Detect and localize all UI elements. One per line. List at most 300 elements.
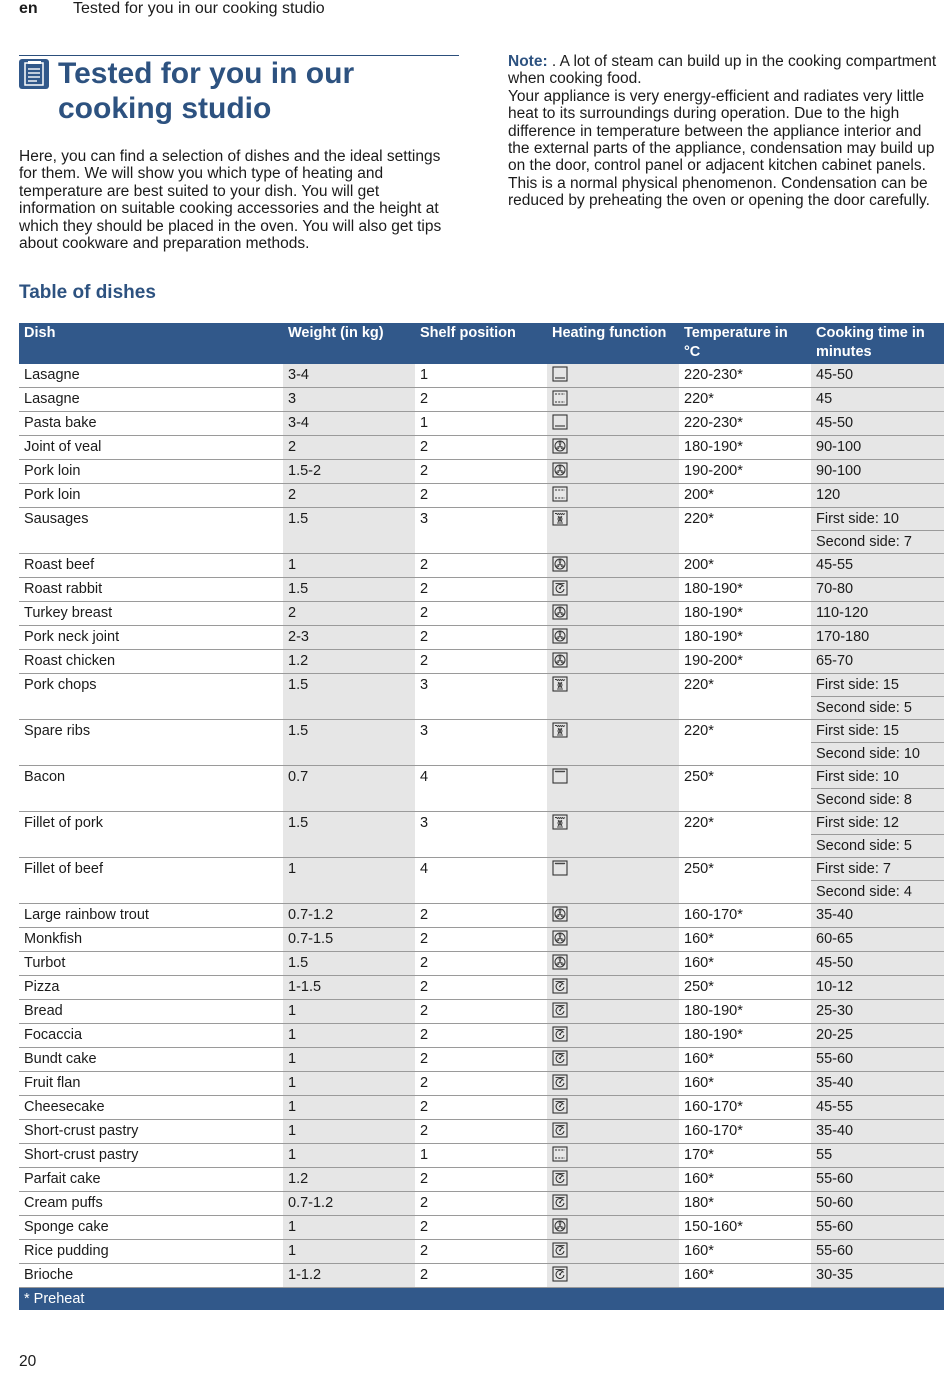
heating-topbottom-icon [552, 486, 568, 502]
cell-heating [547, 412, 679, 436]
cell-time [811, 1264, 944, 1288]
cell-heating [547, 578, 679, 602]
heating-topbottom-icon [552, 1146, 568, 1162]
heating-fangrill-icon [552, 676, 568, 692]
cell-weight: 1 [283, 1120, 415, 1144]
cell-heating [547, 484, 679, 508]
cell-shelf: 2 [415, 1216, 547, 1240]
cell-dish: Monkfish [19, 928, 283, 952]
cell-time [811, 1024, 944, 1048]
cell-time [811, 1072, 944, 1096]
cell-weight: 1 [283, 1048, 415, 1072]
cooking-time-line: 90-100 [816, 439, 862, 455]
table-footnote: * Preheat [19, 1288, 944, 1310]
cell-dish: Turbot [19, 952, 283, 976]
cell-heating [547, 602, 679, 626]
heating-fan-icon [552, 556, 568, 572]
table-row [19, 1168, 944, 1192]
cell-heating [547, 1072, 679, 1096]
heating-hotair-icon [552, 1122, 568, 1138]
running-title: Tested for you in our cooking studio [73, 0, 325, 17]
cell-heating [547, 1000, 679, 1024]
cell-temperature: 160-170* [679, 1096, 811, 1120]
cooking-time-line: Second side: 10 [811, 742, 944, 765]
cell-weight: 1 [283, 858, 415, 904]
cell-weight: 1.2 [283, 650, 415, 674]
cell-temperature: 220* [679, 388, 811, 412]
cell-shelf: 2 [415, 952, 547, 976]
cooking-time-line: First side: 7 [816, 861, 891, 877]
cell-shelf: 2 [415, 1264, 547, 1288]
heating-fangrill-icon [552, 722, 568, 738]
intro-text: Here, you can find a selection of dishes and the ideal settings for them. We will show you which type of heating and temperature are best suited to your dish. You will get information on suitable cooking accessories and the height at which they should be placed in the oven. You will also get tips about cookware and preparation methods. [19, 148, 442, 253]
cooking-time-line: 25-30 [816, 1003, 854, 1019]
cell-weight: 0.7-1.2 [283, 1192, 415, 1216]
cell-shelf: 2 [415, 1192, 547, 1216]
cell-temperature: 190-200* [679, 650, 811, 674]
cell-heating [547, 1048, 679, 1072]
cell-shelf: 1 [415, 364, 547, 388]
section-title: Tested for you in our cooking studio [58, 57, 355, 125]
cell-shelf: 2 [415, 976, 547, 1000]
cell-dish: Lasagne [19, 388, 283, 412]
table-row [19, 1120, 944, 1144]
cell-dish: Bacon [19, 766, 283, 812]
cell-shelf: 2 [415, 460, 547, 484]
heating-fan-icon [552, 906, 568, 922]
table-row [19, 484, 944, 508]
cell-weight: 0.7 [283, 766, 415, 812]
cell-temperature: 160* [679, 1168, 811, 1192]
cell-temperature: 200* [679, 484, 811, 508]
cell-heating [547, 1240, 679, 1264]
cooking-time-line: Second side: 4 [811, 880, 944, 903]
cell-temperature: 180-190* [679, 626, 811, 650]
cell-dish: Bundt cake [19, 1048, 283, 1072]
cell-temperature: 150-160* [679, 1216, 811, 1240]
cell-heating [547, 1168, 679, 1192]
cell-shelf: 1 [415, 1144, 547, 1168]
cell-temperature: 220-230* [679, 364, 811, 388]
cooking-time-line: Second side: 5 [811, 696, 944, 719]
cooking-time-line: First side: 15 [816, 723, 899, 739]
heating-fan-icon [552, 628, 568, 644]
cell-dish: Turkey breast [19, 602, 283, 626]
cooking-time-line: 90-100 [816, 463, 862, 479]
cooking-time-line: 170-180 [816, 629, 870, 645]
cell-heating [547, 928, 679, 952]
cell-heating [547, 1096, 679, 1120]
cell-weight: 0.7-1.2 [283, 904, 415, 928]
cell-weight: 2-3 [283, 626, 415, 650]
table-title: Table of dishes [19, 282, 156, 303]
cell-heating [547, 554, 679, 578]
note-block [508, 53, 944, 210]
heating-hotair-icon [552, 1050, 568, 1066]
cell-shelf: 2 [415, 928, 547, 952]
cell-shelf: 2 [415, 1048, 547, 1072]
table-row [19, 626, 944, 650]
cell-time [811, 904, 944, 928]
cell-shelf: 2 [415, 626, 547, 650]
cooking-time-line: First side: 10 [816, 511, 899, 527]
cell-temperature: 160-170* [679, 904, 811, 928]
cell-temperature: 200* [679, 554, 811, 578]
cell-heating [547, 858, 679, 904]
cell-temperature: 220* [679, 508, 811, 554]
cell-time [811, 508, 944, 554]
cell-time [811, 650, 944, 674]
cell-weight: 0.7-1.5 [283, 928, 415, 952]
cell-shelf: 4 [415, 858, 547, 904]
heating-fan-icon [552, 954, 568, 970]
cell-dish: Rice pudding [19, 1240, 283, 1264]
cell-weight: 1 [283, 1144, 415, 1168]
cell-heating [547, 1120, 679, 1144]
cell-temperature: 220-230* [679, 412, 811, 436]
cell-heating [547, 388, 679, 412]
cell-time [811, 626, 944, 650]
table-row [19, 1000, 944, 1024]
dishes-table [19, 323, 944, 1310]
heating-eco-icon [552, 366, 568, 382]
cell-dish: Fruit flan [19, 1072, 283, 1096]
table-row [19, 1216, 944, 1240]
cooking-time-line: 65-70 [816, 653, 854, 669]
cell-dish: Bread [19, 1000, 283, 1024]
cell-heating [547, 626, 679, 650]
table-row [19, 364, 944, 388]
cell-dish: Brioche [19, 1264, 283, 1288]
cell-weight: 1.5 [283, 578, 415, 602]
cooking-time-line: 60-65 [816, 931, 854, 947]
heating-hotair-icon [552, 1194, 568, 1210]
cell-shelf: 2 [415, 1096, 547, 1120]
cell-shelf: 2 [415, 578, 547, 602]
page-header [19, 0, 325, 18]
table-row [19, 412, 944, 436]
cell-time [811, 388, 944, 412]
cell-weight: 1.5 [283, 812, 415, 858]
cooking-time-line: 45 [816, 391, 833, 407]
cell-dish: Roast beef [19, 554, 283, 578]
cell-shelf: 2 [415, 436, 547, 460]
cell-time [811, 952, 944, 976]
table-row [19, 858, 944, 904]
heating-fan-icon [552, 1218, 568, 1234]
cooking-time-line: Second side: 7 [811, 530, 944, 553]
heating-hotair-icon [552, 1026, 568, 1042]
note-label: Note: [508, 53, 548, 70]
cell-temperature: 180-190* [679, 436, 811, 460]
cell-dish: Large rainbow trout [19, 904, 283, 928]
table-row [19, 650, 944, 674]
cooking-time-line: 45-55 [816, 557, 854, 573]
cell-dish: Pork neck joint [19, 626, 283, 650]
heating-hotair-icon [552, 978, 568, 994]
cell-time [811, 1120, 944, 1144]
cooking-time-line: Second side: 5 [811, 834, 944, 857]
column-header-time: Cooking time in minutes [816, 325, 925, 360]
cell-temperature: 180-190* [679, 602, 811, 626]
cell-heating [547, 650, 679, 674]
cell-temperature: 180-190* [679, 578, 811, 602]
table-row [19, 928, 944, 952]
cooking-time-line: 50-60 [816, 1195, 854, 1211]
cell-heating [547, 508, 679, 554]
cell-temperature: 220* [679, 674, 811, 720]
cell-heating [547, 460, 679, 484]
cell-weight: 1 [283, 1072, 415, 1096]
cell-time [811, 1216, 944, 1240]
heating-hotair-icon [552, 1170, 568, 1186]
table-row [19, 976, 944, 1000]
cell-shelf: 2 [415, 388, 547, 412]
heating-hotair-icon [552, 1002, 568, 1018]
cell-dish: Roast rabbit [19, 578, 283, 602]
cooking-time-line: 30-35 [816, 1267, 854, 1283]
table-row [19, 1048, 944, 1072]
heating-fan-icon [552, 604, 568, 620]
cell-shelf: 2 [415, 904, 547, 928]
cell-shelf: 3 [415, 720, 547, 766]
cooking-time-line: Second side: 8 [811, 788, 944, 811]
heating-grill-icon [552, 768, 568, 784]
table-row [19, 460, 944, 484]
cell-dish: Pizza [19, 976, 283, 1000]
cell-temperature: 170* [679, 1144, 811, 1168]
cooking-time-line: 35-40 [816, 907, 854, 923]
cooking-time-line: 110-120 [816, 605, 869, 621]
cell-shelf: 2 [415, 602, 547, 626]
column-header-dish: Dish [24, 325, 56, 341]
cell-temperature: 250* [679, 976, 811, 1000]
cell-weight: 3 [283, 388, 415, 412]
cell-temperature: 180-190* [679, 1000, 811, 1024]
heating-fan-icon [552, 652, 568, 668]
cell-time [811, 460, 944, 484]
cell-time [811, 554, 944, 578]
cell-heating [547, 904, 679, 928]
cell-heating [547, 952, 679, 976]
cell-weight: 2 [283, 436, 415, 460]
heating-fan-icon [552, 930, 568, 946]
cooking-time-line: 20-25 [816, 1027, 854, 1043]
cell-shelf: 2 [415, 554, 547, 578]
cell-heating [547, 364, 679, 388]
cell-weight: 1.5 [283, 952, 415, 976]
cell-dish: Spare ribs [19, 720, 283, 766]
table-row [19, 812, 944, 858]
cell-heating [547, 720, 679, 766]
cell-heating [547, 1216, 679, 1240]
column-header-weight: Weight (in kg) [288, 325, 384, 341]
cell-time [811, 602, 944, 626]
note-text-2: Your appliance is very energy-efficient and radiates very little heat to its surroundings during operation. Due to the high difference in temperature between the appliance interior and the external parts of the appliance, condensation may build up on the door, control panel or adjacent kitchen cabinet panels. This is a normal physical phenomenon. Condensation can be reduced by preheating the oven or opening the door carefully. [508, 87, 935, 210]
cell-weight: 1.5-2 [283, 460, 415, 484]
cell-heating [547, 436, 679, 460]
cell-weight: 1 [283, 1216, 415, 1240]
cell-heating [547, 674, 679, 720]
cell-dish: Roast chicken [19, 650, 283, 674]
cooking-time-line: 55-60 [816, 1243, 854, 1259]
cell-heating [547, 976, 679, 1000]
table-row [19, 720, 944, 766]
cooking-time-line: 35-40 [816, 1075, 854, 1091]
cell-time [811, 858, 944, 904]
table-row [19, 508, 944, 554]
cell-temperature: 250* [679, 858, 811, 904]
cell-dish: Pork loin [19, 460, 283, 484]
cell-temperature: 160* [679, 1048, 811, 1072]
heating-hotair-icon [552, 1266, 568, 1282]
book-icon [19, 59, 49, 89]
table-row [19, 436, 944, 460]
cell-weight: 1.5 [283, 720, 415, 766]
cell-temperature: 160* [679, 1264, 811, 1288]
cooking-time-line: 55-60 [816, 1171, 854, 1187]
cell-shelf: 2 [415, 1120, 547, 1144]
cell-heating [547, 1264, 679, 1288]
heating-hotair-icon [552, 580, 568, 596]
heating-fan-icon [552, 462, 568, 478]
table-row [19, 1144, 944, 1168]
cell-weight: 2 [283, 484, 415, 508]
cell-shelf: 2 [415, 650, 547, 674]
cell-shelf: 2 [415, 1168, 547, 1192]
cell-time [811, 1000, 944, 1024]
cell-time [811, 1168, 944, 1192]
table-body [19, 364, 944, 1288]
cell-shelf: 3 [415, 674, 547, 720]
cell-dish: Sponge cake [19, 1216, 283, 1240]
cell-temperature: 220* [679, 720, 811, 766]
cell-time [811, 674, 944, 720]
cell-dish: Sausages [19, 508, 283, 554]
table-row [19, 578, 944, 602]
cell-time [811, 1240, 944, 1264]
cell-weight: 1 [283, 1000, 415, 1024]
cell-weight: 3-4 [283, 412, 415, 436]
cell-weight: 1 [283, 1240, 415, 1264]
cell-time [811, 1096, 944, 1120]
cell-dish: Cream puffs [19, 1192, 283, 1216]
table-header-row [19, 323, 944, 364]
cell-weight: 1 [283, 1096, 415, 1120]
cell-heating [547, 1144, 679, 1168]
cell-time [811, 436, 944, 460]
cell-time [811, 812, 944, 858]
heating-fangrill-icon [552, 510, 568, 526]
heating-fan-icon [552, 438, 568, 454]
cell-temperature: 160* [679, 1240, 811, 1264]
cell-temperature: 220* [679, 812, 811, 858]
cooking-time-line: 45-55 [816, 1099, 854, 1115]
cell-temperature: 160-170* [679, 1120, 811, 1144]
cell-weight: 1.5 [283, 508, 415, 554]
cooking-time-line: 10-12 [816, 979, 854, 995]
cooking-time-line: 70-80 [816, 581, 854, 597]
cell-time [811, 976, 944, 1000]
cell-shelf: 4 [415, 766, 547, 812]
cell-dish: Parfait cake [19, 1168, 283, 1192]
cooking-time-line: 45-50 [816, 955, 854, 971]
cell-time [811, 1048, 944, 1072]
cooking-time-line: 120 [816, 487, 841, 503]
table-row [19, 766, 944, 812]
cell-dish: Short-crust pastry [19, 1120, 283, 1144]
cooking-time-line: 45-50 [816, 367, 854, 383]
heating-topbottom-icon [552, 390, 568, 406]
cell-shelf: 2 [415, 484, 547, 508]
heating-hotair-icon [552, 1098, 568, 1114]
table-row [19, 1240, 944, 1264]
cell-dish: Focaccia [19, 1024, 283, 1048]
cell-shelf: 2 [415, 1072, 547, 1096]
table-row [19, 554, 944, 578]
cooking-time-line: First side: 15 [816, 677, 899, 693]
cell-weight: 1 [283, 1024, 415, 1048]
column-header-shelf: Shelf position [420, 325, 516, 341]
heating-eco-icon [552, 414, 568, 430]
table-row [19, 1024, 944, 1048]
cell-weight: 1.5 [283, 674, 415, 720]
cell-dish: Lasagne [19, 364, 283, 388]
cell-temperature: 160* [679, 928, 811, 952]
cooking-time-line: 35-40 [816, 1123, 854, 1139]
column-header-heating: Heating function [552, 325, 667, 341]
cell-shelf: 2 [415, 1240, 547, 1264]
cooking-time-line: 55-60 [816, 1219, 854, 1235]
cell-temperature: 190-200* [679, 460, 811, 484]
cell-heating [547, 1192, 679, 1216]
heating-hotair-icon [552, 1242, 568, 1258]
cell-dish: Pork loin [19, 484, 283, 508]
cell-temperature: 180* [679, 1192, 811, 1216]
language-code: en [19, 0, 38, 17]
cell-time [811, 1192, 944, 1216]
cell-weight: 2 [283, 602, 415, 626]
cell-time [811, 484, 944, 508]
cell-temperature: 180-190* [679, 1024, 811, 1048]
cell-time [811, 766, 944, 812]
table-row [19, 952, 944, 976]
cell-heating [547, 812, 679, 858]
heating-fangrill-icon [552, 814, 568, 830]
cell-weight: 1-1.5 [283, 976, 415, 1000]
cell-shelf: 3 [415, 812, 547, 858]
cell-time [811, 720, 944, 766]
cooking-time-line: 55 [816, 1147, 833, 1163]
cell-temperature: 250* [679, 766, 811, 812]
page-number: 20 [19, 1353, 37, 1370]
cell-shelf: 2 [415, 1000, 547, 1024]
cooking-time-line: First side: 10 [816, 769, 899, 785]
cell-time [811, 364, 944, 388]
cell-time [811, 412, 944, 436]
cell-dish: Short-crust pastry [19, 1144, 283, 1168]
cell-dish: Cheesecake [19, 1096, 283, 1120]
cell-weight: 1 [283, 554, 415, 578]
cell-weight: 1.2 [283, 1168, 415, 1192]
cell-dish: Joint of veal [19, 436, 283, 460]
cell-dish: Pork chops [19, 674, 283, 720]
cooking-time-line: 45-50 [816, 415, 854, 431]
cell-weight: 3-4 [283, 364, 415, 388]
note-text-1: . A lot of steam can build up in the cooking compartment when cooking food. [508, 53, 937, 88]
table-row [19, 1192, 944, 1216]
table-row [19, 1072, 944, 1096]
